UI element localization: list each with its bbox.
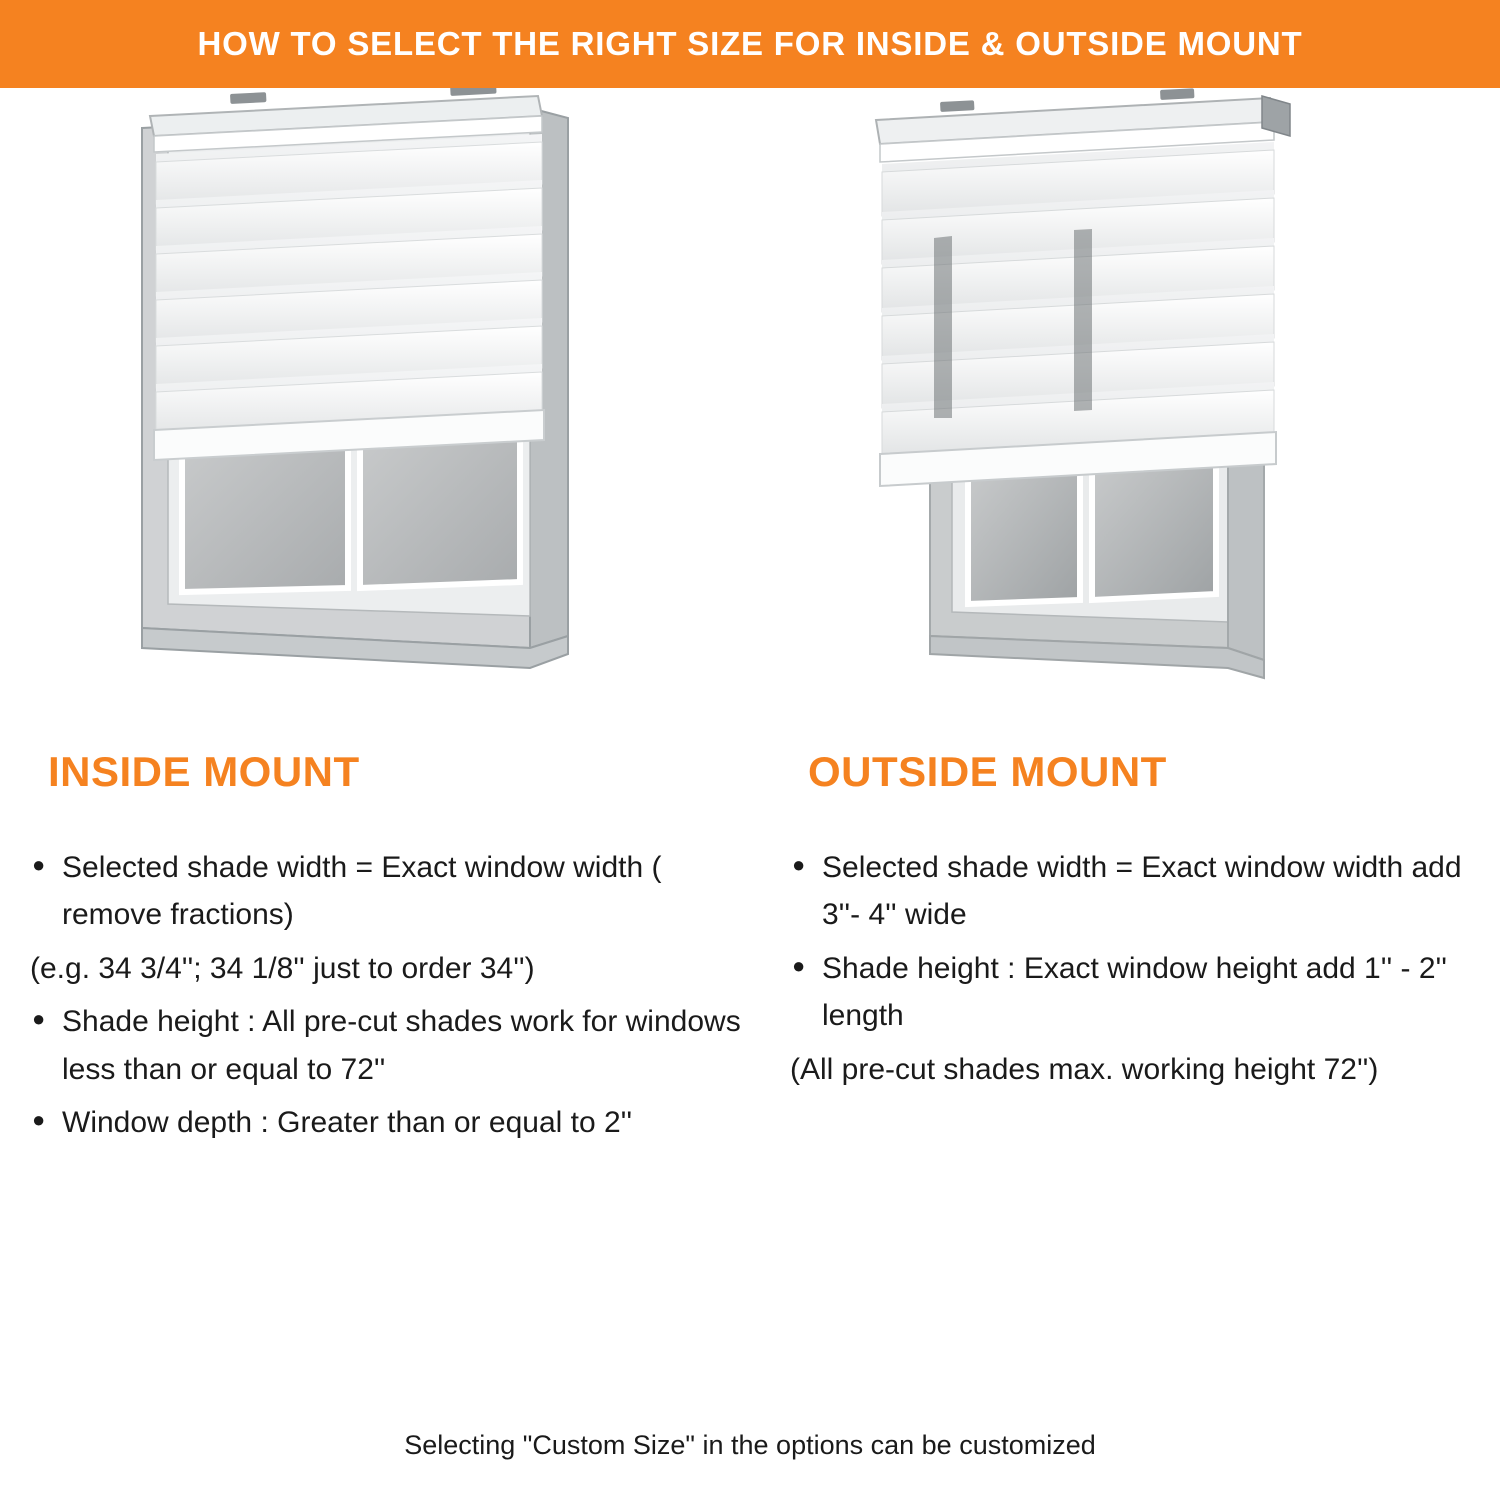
page-title: HOW TO SELECT THE RIGHT SIZE FOR INSIDE & OUTSIDE MOUNT	[197, 25, 1303, 62]
outside-mount-window-illustration	[860, 88, 1420, 748]
illustration-row	[0, 88, 1500, 748]
outside-mount-heading: OUTSIDE MOUNT	[808, 748, 1167, 795]
footer-note: Selecting "Custom Size" in the options can be customized	[404, 1430, 1096, 1460]
inside-mount-column	[30, 748, 750, 1152]
list-item: ● Selected shade width = Exact window width ( remove fractions)	[30, 844, 750, 939]
inside-mount-heading: INSIDE MOUNT	[48, 748, 360, 795]
outside-mount-column	[790, 748, 1490, 1099]
list-item: ● Window depth : Greater than or equal to 2''	[30, 1099, 750, 1146]
page-header-banner	[0, 0, 1500, 88]
inside-mount-window-illustration	[120, 88, 680, 748]
outside-mount-bullet-list	[790, 844, 1490, 1093]
inside-mount-bullet-list	[30, 844, 750, 1146]
list-item: ● Shade height : All pre-cut shades work for windows less than or equal to 72''	[30, 998, 750, 1093]
list-item: (All pre-cut shades max. working height 72'')	[790, 1052, 1379, 1086]
list-item: ● Shade height : Exact window height add 1'' - 2'' length	[790, 945, 1490, 1040]
list-item: (e.g. 34 3/4''; 34 1/8'' just to order 34'')	[30, 951, 535, 985]
list-item: ● Selected shade width = Exact window width add 3''- 4'' wide	[790, 844, 1490, 939]
